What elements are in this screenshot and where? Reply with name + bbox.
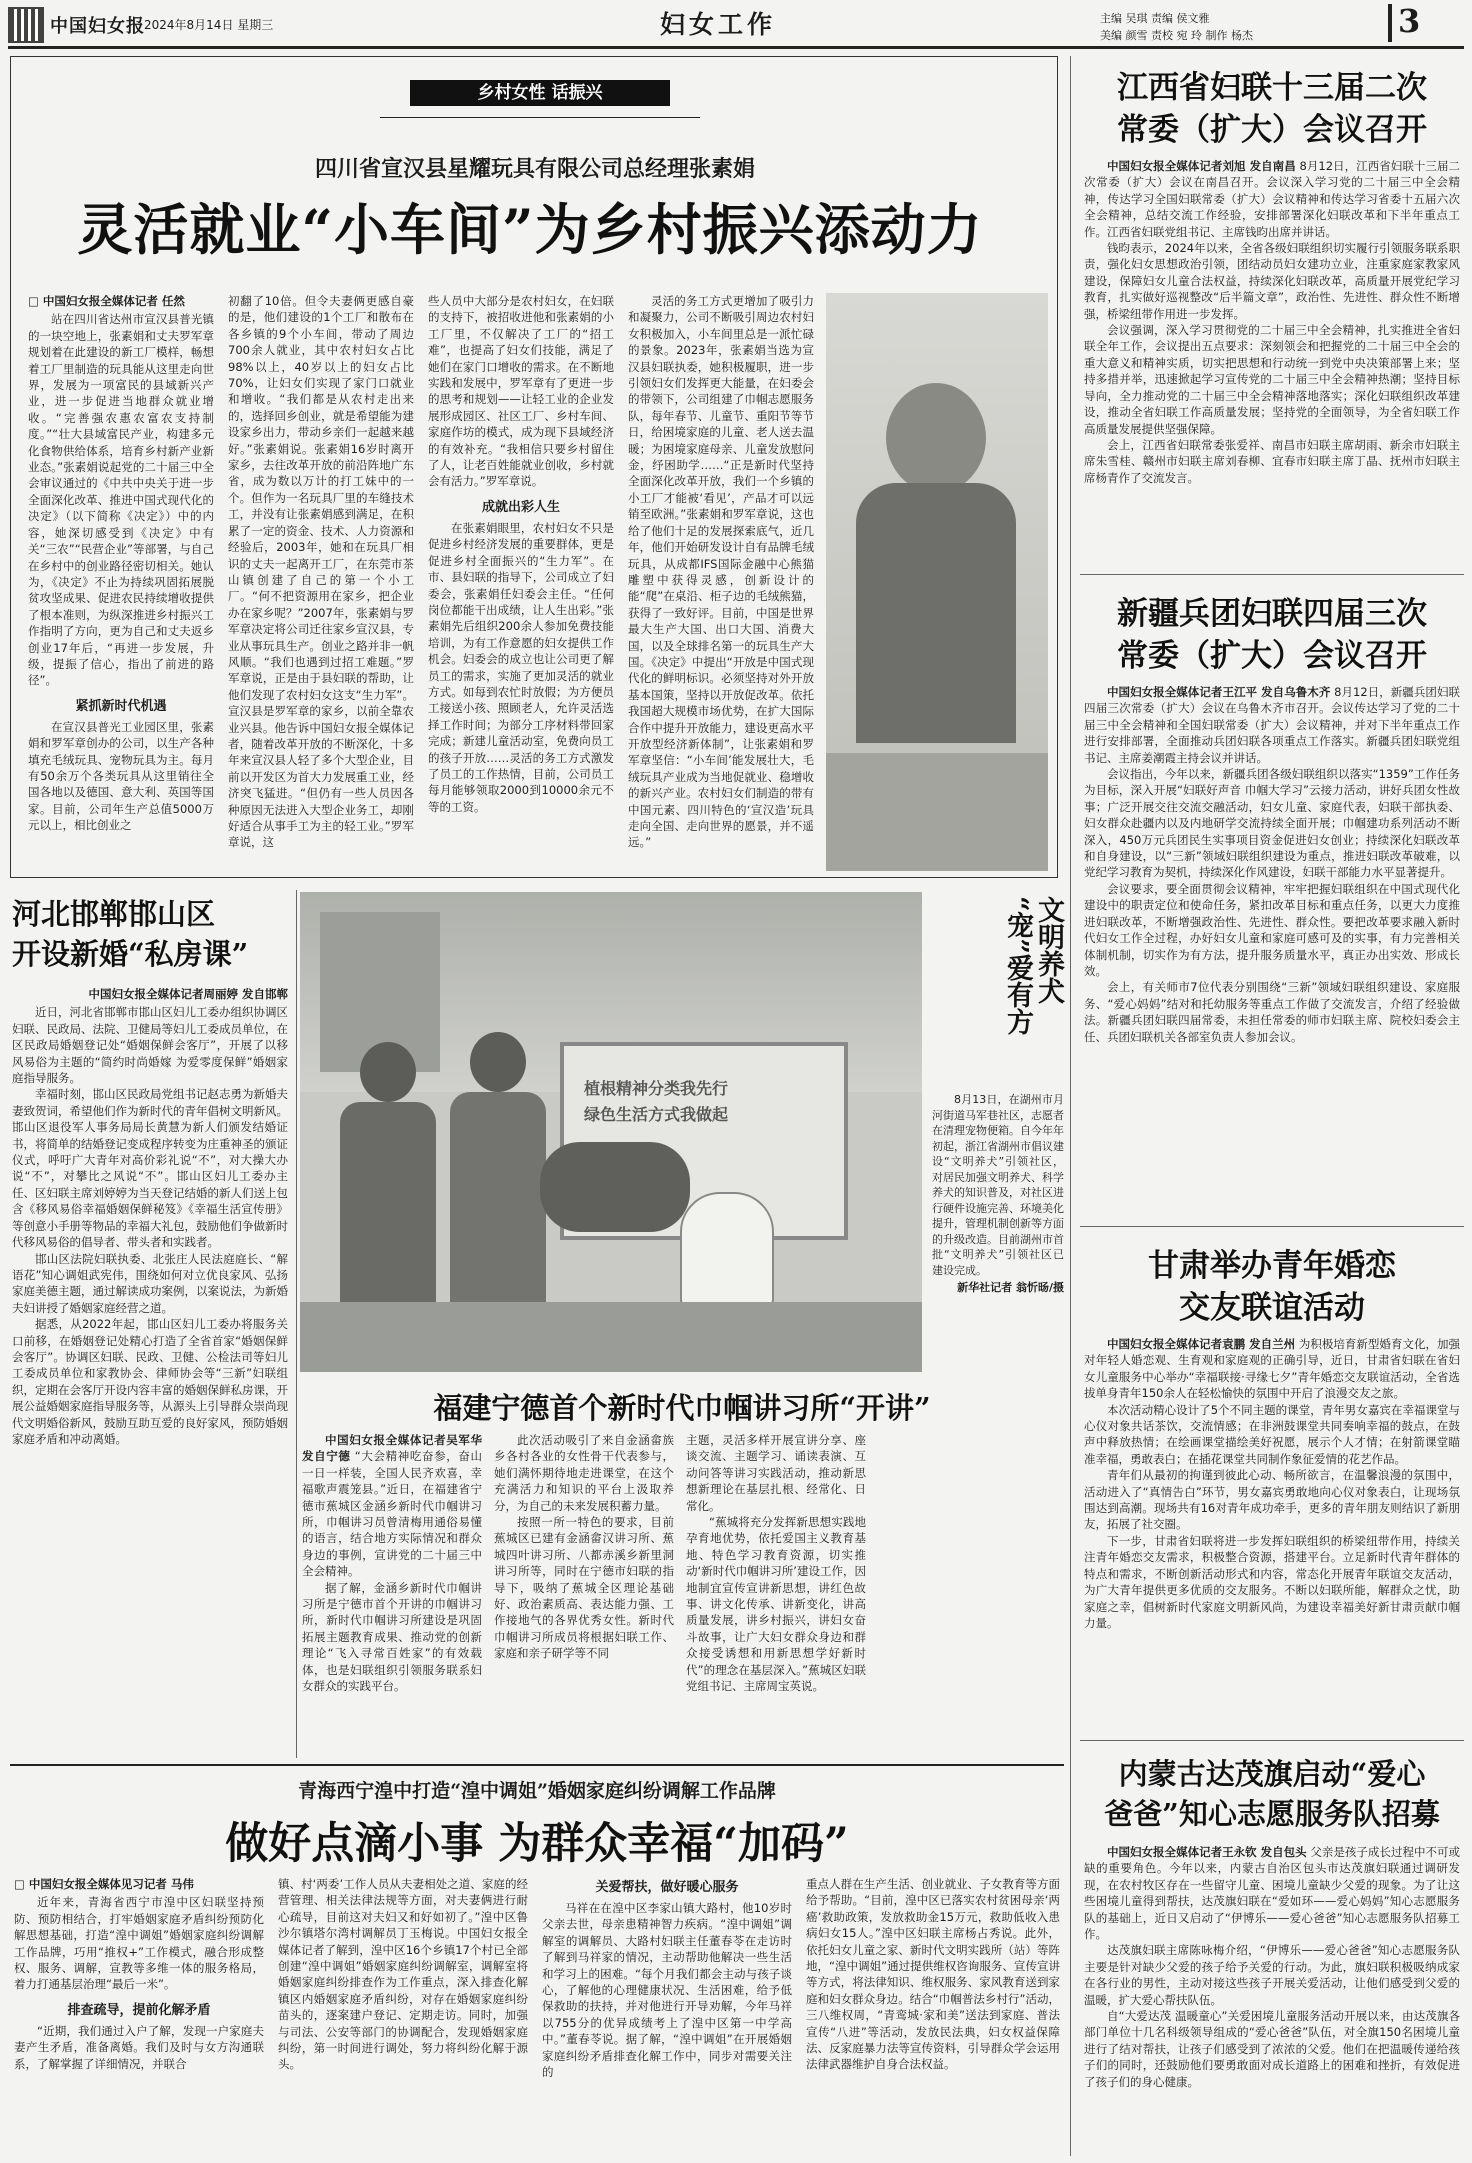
hebei-article bbox=[12, 986, 288, 1756]
neimenggu-p1: 父亲是孩子成长过程中不可或缺的重要角色。今年以来，内蒙古自治区包头市达茂旗妇联通过调研发现，在农村牧区存在一些留守儿童、困境儿童缺少父爱的现象。为了让这些困境儿童得到帮扶，达茂旗妇联在“爱如环——爱心妈妈”知心志愿服务队的基础上，近日又启动了“伊博乐——爱心爸爸”知心志愿服务队招募工作。 bbox=[1084, 1845, 1460, 1942]
jiangxi-headline-2: 常委（扩大）会议召开 bbox=[1117, 112, 1427, 148]
photo-caption-text: 8月13日，在湖州市月河街道马军巷社区，志愿者在清理宠物便箱。自今年年初起，浙江省湖州市倡议建设“文明养犬”引领社区，对居民加强文明养犬、科学养犬的知识普及，对社区进行硬件设施完善、环境美化提升，管理机制创新等方面的升级改造。目前湖州市首批“文明养犬”引领社区已建设完成。 bbox=[932, 1093, 1064, 1277]
xinjiang-article bbox=[1084, 684, 1460, 1172]
fujian-col-2 bbox=[494, 1432, 674, 1758]
jiangxi-article bbox=[1084, 158, 1460, 558]
neimenggu-byline: 中国妇女报全媒体记者王永钦 发自包头 bbox=[1107, 1845, 1307, 1859]
lead-col-2 bbox=[228, 293, 414, 873]
fujian-col-4 bbox=[878, 1432, 1064, 1758]
xinjiang-p1: 8月12日，新疆兵团妇联四届三次常委（扩大）会议在乌鲁木齐市召开。会议传达学习了党的二十届三中全会精神和全国妇联常委（扩大）会议精神，并对下半年重点工作进行安排部署，全面推动兵团妇联各项重点工作落实。新疆兵团妇联党组书记、主席姜潮霞主持会议并讲话。 bbox=[1084, 685, 1460, 765]
page-number-badge bbox=[1388, 4, 1448, 42]
staff-credits-2: 美编 颜雪 责校 宛 玲 制作 杨杰 bbox=[1100, 29, 1253, 42]
lead-headline: 灵活就业“小车间”为乡村振兴添动力 bbox=[77, 197, 983, 262]
neimenggu-p2: 达茂旗妇联主席陈咏梅介绍，“伊博乐——爱心爸爸”知心志愿服务队主要是针对缺少父爱的孩子给予关爱的行动。为此，旗妇联积极吸纳成家在各行业的男性，主动对接这些孩子开展关爱活动，让他们感受到父爱的温暖，扩大爱心帮扶队伍。 bbox=[1084, 1943, 1460, 2007]
gansu-byline: 中国妇女报全媒体记者袁鹏 发自兰州 bbox=[1107, 1337, 1296, 1351]
hebei-p1: 近日，河北省邯郸市邯山区妇儿工委办组织协调区妇联、民政局、法院、卫健局等妇儿工委成员单位，在区民政局婚姻登记处“婚姻保鲜会客厅”，开展了以移风易俗为主题的“简约时尚婚嫁 为爱零度保鲜”婚姻家庭指导服务。 bbox=[12, 1005, 288, 1086]
jiangxi-p4: 会上，江西省妇联常委张爱祥、南昌市妇联主席胡雨、新余市妇联主席朱雪桂、赣州市妇联主席刘春柳、宜春市妇联主席丁晶、抚州市妇联主席杨青作了交流发言。 bbox=[1084, 437, 1460, 485]
lead-col-3 bbox=[428, 293, 614, 873]
issue-date: 2024年8月14日 星期三 bbox=[144, 18, 274, 32]
lead-subtitle: 四川省宣汉县星耀玩具有限公司总经理张素娟 bbox=[314, 156, 755, 182]
paper-name: 中国妇女报 bbox=[50, 16, 145, 37]
gansu-p3: 青年们从最初的拘谨到彼此心动、畅所欲言，在温馨浪漫的氛围中，活动进入了“真情告白”环节，男女嘉宾勇敢地向心仪对象表白，让现场氛围达到高潮。现场共有16对青年成功牵手，更多的青年朋友则结识了新朋友，拓展了社交圈。 bbox=[1084, 1468, 1460, 1532]
gansu-headline-1: 甘肃举办青年婚恋 bbox=[1148, 1248, 1396, 1284]
hebei-headline-2: 开设新婚“私房课” bbox=[12, 937, 249, 971]
fujian-headline: 福建宁德首个新时代巾帼讲习所“开讲” bbox=[433, 1391, 931, 1425]
neimenggu-headline-1: 内蒙古达茂旗启动“爱心 bbox=[1118, 1757, 1426, 1791]
bottom-col4-text: 重点人群在生产生活、创业就业、子女教育等方面给予帮助。“目前，湟中区已落实农村贫困母亲‘两癌’救助政策，发放救助金15万元，救助低收入患病妇女15人。”湟中区妇联主席杨占秀说。此外，依托妇女儿童之家、新时代文明实践所（站）等阵地，“湟中调姐”通过提供维权咨询服务、宣传宣讲等方式，将法律知识、维权服务、家风教育送到家庭和妇女群众身边。结合“巾帼普法乡村行”活动，三八维权周，“青鸾城·家和美”送法到家庭、普法宣传“八进”等活动，发放民法典，妇女权益保障法、反家庭暴力法等宣传资料，引导群众学会运用法律武器维护自身合法权益。 bbox=[806, 1877, 1060, 2072]
fujian-p3: 此次活动吸引了来自金涵畲族乡各村各业的女性骨干代表参与，她们满怀期待地走进课堂，在这个充满活力和知识的平台上汲取养分，为自己的未来发展积蓄力量。 bbox=[494, 1433, 674, 1513]
bottom-subhead-1: 排查疏导，提前化解矛盾 bbox=[67, 2002, 211, 2018]
bottom-headline: 做好点滴小事 为群众幸福“加码” bbox=[225, 1819, 849, 1869]
xinjiang-p3: 会议要求，要全面贯彻会议精神，牢牢把握妇联组织在中国式现代化建设中的职责定位和使命任务，紧扣改革目标和重点任务，以更大力度推进妇联改革，不断增强政治性、先进性、群众性。要把改革要求融入新时代妇女工作全过程，办好妇女儿童和家庭可感可及的实事，有力完善相关体制机制，切实作为有方法，提升服务质量水平，真正办出实效、形成长效。 bbox=[1084, 881, 1460, 978]
fujian-p4: 按照一所一特色的要求，目前蕉城区已建有金涵畲汉讲习所、蕉城四叶讲习所、八都赤溪乡新里洞讲习所等，同时在宁德市妇联的指导下，吸纳了蕉城全区理论基础好、政治素质高、表达能力强、工作接地气的各界优秀女性。新时代巾帼讲习所成员将根据妇联工作、家庭和亲子研学等不同 bbox=[494, 1515, 674, 1661]
bottom-col-4 bbox=[806, 1876, 1060, 2158]
photo-credit: 新华社记者 翁忻旸/摄 bbox=[957, 1281, 1064, 1294]
xinjiang-p2: 会议指出，今年以来，新疆兵团各级妇联组织以落实“1359”工作任务为目标，深入开展“妇联好声音 巾帼大学习”云接力活动，讲好兵团女性故事；广泛开展交往交流交融活动，妇女儿童、家庭代表，妇联干部执委、妇女群众赴疆内以及内地研学交流持续全面开展；巾帼建功系列活动不断深入，450万元兵团民生实事项目资金促进妇女创业；持续深化妇联改革和自身建设，以“三新”领域妇联组织建设为重点，推进妇联改革破难，以党纪学习教育为契机，持续深化作风建设，妇联干部能力水平显著提升。 bbox=[1084, 767, 1460, 880]
fujian-p1: “大会精神吃奋参，奋山一日一样装，全国人民齐欢喜，幸福歌声震笼县。”近日，在福建省宁德市蕉城区金涵乡新时代巾帼讲习所，巾帼讲习员曾清梅用通俗易懂的语言，结合地方实际情况和群众身边的事例，宣讲党的二十届三中全会精神。 bbox=[302, 1449, 482, 1579]
lead-col3-text: 些人员中大部分是农村妇女，在妇联的支持下，被招收进他和张素娟的小工厂里，不仅解决了工厂的“招工难”，也提高了妇女们技能，满足了她们在家门口增收的需求。在不断地实践和发展中，罗军章有了更进一步的思考和规划——让轻工业的企业发展形成园区、社区工厂、乡村车间、家庭作坊的模式，成为现下县域经济的有效补充。“我相信只要乡村留住了人，让老百姓能就业创收，乡村就会有活力。”罗军章说。 bbox=[428, 294, 614, 489]
fujian-p5: 主题，灵活多样开展宣讲分享、座谈交流、主题学习、诵读表演、互动问答等讲习实践活动，推动新思想新理论在基层扎根、经常化、日常化。 bbox=[686, 1433, 866, 1513]
page-number: 3 bbox=[1398, 2, 1421, 40]
photo-caption bbox=[932, 1092, 1064, 1372]
gansu-p4: 下一步，甘肃省妇联将进一步发挥妇联组织的桥梁纽带作用，持续关注青年婚恋交友需求，积极整合资源，搭建平台。立足新时代青年群体的特点和需求，不断创新活动形式和内容，常态化开展青年联谊交友活动，为广大青年提供更多优质的交友服务。不断以妇联所能，解群众之忧，助家庭之幸，倡树新时代家庭文明新风尚，为建设幸福美好新甘肃贡献巾帼力量。 bbox=[1084, 1533, 1460, 1630]
fujian-p2: 据了解，金涵乡新时代巾帼讲习所是宁德市首个开讲的巾帼讲习所，新时代巾帼讲习所建设是巩固拓展主题教育成果、推动党的创新理论“飞入寻常百姓家”的有效载体，也是妇联组织引领服务联系妇女群众的实践平台。 bbox=[302, 1580, 482, 1694]
lead-col-4 bbox=[628, 293, 814, 873]
fujian-byline: 中国妇女报全媒体记者吴军华 发自宁德 bbox=[302, 1433, 482, 1464]
jiangxi-p2: 钱昀表示，2024年以来，全省各级妇联组织切实履行引领服务联系职责，强化妇女思想政治引领，团结动员妇女建功立业，注重家庭家教家风建设，保障妇女儿童合法权益，持续深化妇联改革，高质量开展党纪学习教育，扎实做好巡视整改“后半篇文章”，政治性、先进性、群众性不断增强，桥梁纽带作用进一步发挥。 bbox=[1084, 241, 1460, 321]
xinjiang-headline-1: 新疆兵团妇联四届三次 bbox=[1117, 596, 1427, 632]
section-title: 妇女工作 bbox=[660, 10, 777, 39]
lead-subhead-2: 成就出彩人生 bbox=[481, 499, 560, 515]
bottom-col2-text: 镇、村‘两委’工作人员从夫妻相处之道、家庭的经营管理、相关法律法规等方面，对夫妻俩进行耐心疏导，目前这对夫妇又和好如初了。”湟中区鲁沙尔镇塔尔湾村调解员丁玉梅说。中国妇女报全媒体记者了解到，湟中区16个乡镇17个村已全部创建“湟中调姐”婚姻家庭纠纷调解室，调解室将婚姻家庭纠纷排查作为工作重点，深入排查化解镇区内婚姻家庭矛盾纠纷，对存在婚姻家庭纠纷苗头的，逐案建户登记、定期走访。同时，加强与司法、公安等部门的协调配合，发现婚姻家庭纠纷，第一时间进行调处，努力将纠纷化解于源头。 bbox=[278, 1877, 528, 2072]
lead-byline: □ 中国妇女报全媒体记者 任然 bbox=[28, 294, 185, 308]
gansu-p2: 本次活动精心设计了5个不同主题的课堂，青年男女嘉宾在幸福课堂与心仪对象共话茶饮，交流情感；在非洲鼓课堂共同奏响幸福的鼓点，在鼓声中释放热情；在绘画课堂描绘美好祝愿，展示个人才情；在射箭课堂瞄准幸福，勇敢表白；在插花课堂共同制作象征爱情的花艺作品。 bbox=[1084, 1402, 1460, 1466]
lead-col1-text: 站在四川省达州市宣汉县普光镇的一块空地上，张素娟和丈夫罗军章规划着在此建设的新工厂模样，畅想着工厂里制造的玩具能从这里走向世界，发展为一项富民的县域新兴产业，进一步促进当地群众就业增收。“完善强农惠农富农支持制度。”“壮大县域富民产业，构建多元化食物供给体系，培育乡村新产业新业态。”张素娟说起党的二十届三中全会审议通过的《中共中央关于进一步全面深化改革、推进中国式现代化的决定》（以下简称《决定》）中的内容，她深切感受到《决定》中有关“三农”“民营企业”等部署，与自己在乡村中的创业路径密切相关。她认为，《决定》不止为持续巩固拓展脱贫攻坚成果、促进农民持续增收提供了根本准则，为纵深推进乡村振兴工作指明了方向，更为自己和丈夫返乡创业17年后，“再进一步发展，升级，提振了信心，指出了前进的路径”。 bbox=[28, 312, 214, 688]
lead-story-photo bbox=[826, 293, 1048, 871]
xinjiang-byline: 中国妇女报全媒体记者王江平 发自乌鲁木齐 bbox=[1107, 685, 1331, 699]
jiangxi-p3: 会议强调，深入学习贯彻党的二十届三中全会精神，扎实推进全省妇联全年工作，会议提出五点要求：深刻领会和把握党的二十届三中全会的重大意义和精神实质，切实把思想和行动统一到党中央决策部署上来；坚持多措并举，迅速掀起学习宣传党的二十届三中全会精神热潮；坚持目标导向，全力推动党的二十届三中全会精神落地落实；深化妇联组织改革建设，推动全省妇联工作高质量发展；坚持党的全面领导，为全省妇联工作高质量发展提供坚强保障。 bbox=[1084, 323, 1460, 436]
lead-col3b-text: 在张素娟眼里，农村妇女不只是促进乡村经济发展的重要群体，更是促进乡村全面振兴的“生力军”。在市、县妇联的指导下，公司成立了妇委会，张素娟任妇委会主任。“任何岗位都能干出成绩，让人生出彩。”张素娟先后组织200余人参加免费技能培训，为有工作意愿的妇女提供工作机会。妇委会的成立也让公司更了解员工的需求，实施了更加灵活的就业方式。如每到农忙时放假；为方便员工接送小孩、照顾老人，允许灵活选择工作时间；为部分工序材料带回家完成；新建儿童活动室，免费向员工的孩子开放……灵活的务工方式激发了员工的工作热情，目前，公司员工每月能够领取2000到10000余元不等的工资。 bbox=[428, 520, 614, 814]
pet-waste-box bbox=[680, 1192, 774, 1306]
hebei-p2: 幸福时刻，邯山区民政局党组书记赵志勇为新婚夫妻致贺词，希望他们作为新时代的青年倡树文明新风。邯山区退役军人事务局局长黄慧为新人们颁发结婚证书，将简单的结婚登记变成程序转变为庄重神圣的颁证仪式，呼吁广大青年对高价彩礼说“不”，对大操大办说“不”，对攀比之风说“不”。邯山区妇儿工委办主任、区妇联主席刘婷婷为当天登记结婚的新人们送上包含《移风易俗幸福婚姻保鲜秘笈》《幸福生活宣传册》等创意小手册等物品的幸福大礼包，鼓励他们争做新时代移风易俗的倡导者、带头者和实践者。 bbox=[12, 1087, 288, 1250]
jiangxi-headline-1: 江西省妇联十三届二次 bbox=[1117, 70, 1427, 106]
lead-col2-text: 初翻了10倍。但令夫妻俩更感自豪的是，他们建设的1个工厂和散布在各乡镇的9个小车间，带动了周边700余人就业，其中农村妇女占比98%以上，40岁以上的妇女占比70%，让妇女们实现了家门口就业和增收。“我们都是从农村走出来的，选择回乡创业，就是希望能为建设家乡出力，带动乡亲们一起越来越好。”张素娟说。张素娟16岁时离开家乡，去往改革开放的前沿阵地广东省，成为数以万计的打工妹中的一个。但作为一名玩具厂里的车缝技术工，并没有让张素娟感到满足，在积累了一定的资金、技术、人力资源和经验后，2003年，她和在玩具厂相识的丈夫一起离开工厂，在东莞市茶山镇创建了自己的第一个小工厂。“何不把资源用在家乡，把企业办在家乡呢？”2007年，张素娟与罗军章决定将公司迁往家乡宣汉县，专业从事玩具生产。创业之路并非一帆风顺。“我们也遇到过招工难题。”罗军章说，正是由于县妇联的帮助，让他们发现了农村妇女这支“生力军”。宣汉县是罗军章的家乡，以前全靠农业兴县。他告诉中国妇女报全媒体记者，随着改革开放的不断深化，十多年来宣汉县人轻了多个大型企业，目前以开发区为首大力发展重工业，经济突飞猛进。“但仍有一些人员因各种原因无法进入大型企业务工，却刚好适合从事手工为主的轻工业。”罗军章说，这 bbox=[228, 294, 414, 850]
kicker-banner bbox=[410, 80, 670, 106]
neimenggu-headline-2: 爸爸”知心志愿服务队招募 bbox=[1104, 1797, 1440, 1831]
staff-credits-1: 主编 吴琪 责编 侯文雅 bbox=[1100, 12, 1210, 25]
fujian-p6: “蕉城将充分发挥新思想实践地孕育地优势，依托爱国主义教育基地、特色学习教育资源，切实推动‘新时代巾帼讲习所’建设工作，因地制宜宣传宣讲新思想，讲红色故事、讲文化传承、讲新变化，讲高质量发展，讲乡村振兴，讲妇女奋斗故事，让广大妇女群众身边和群众接受诱想和用新思想学好新时代”的理念在基层深入。”蕉城区妇联党组书记、主席周宝英说。 bbox=[686, 1515, 866, 1694]
photo-headline: 文明养犬 “宠”爱有方 bbox=[1002, 896, 1064, 1036]
qr-code-icon bbox=[10, 9, 42, 41]
bottom-col3-text: 马祥在在湟中区李家山镇大路村，他10岁时父亲去世，母亲患精神智力疾病。“湟中调姐”调解室的调解员、大路村妇联主任董春苓在走访时了解到马祥家的情况，主动帮助他解决一些生活和学习上的困难。“每个月我们都会主动与孩子谈心，了解他的心理健康状况、生活困难，给予低保救助的扶持，并对他进行开导劝解，今年马祥以755分的优异成绩考上了湟中区第一中学高中。”董春苓说。据了解，“湟中调姐”在开展婚姻家庭纠纷矛盾排查化解工作中，同步对需要关注的 bbox=[542, 1901, 792, 2080]
hebei-headline-1: 河北邯郸邯山区 bbox=[12, 897, 216, 931]
lead-col4-text: 灵活的务工方式更增加了吸引力和凝聚力，公司不断吸引周边农村妇女积极加入，小车间里总是一派忙碌的景象。2023年，张素娟当选为宣汉县妇联执委，她积极履职，进一步引领妇女们发挥更大能量，在妇委会的带领下，公司组建了巾帼志愿服务队，每年春节、儿童节、重阳节等节日，给困境家庭的儿童、老人送去温暖；为困境家庭母亲、儿童发放慰问金，纾困助学……“正是新时代坚持全面深化改革开放，我们一个乡镇的小工厂才能被‘看见’，产品才可以远销至欧洲。”张素娟和罗军章说，这也给了他们十足的发展探索底气，近几年，他们开始研发设计自有品牌毛绒玩具，从成都IFS国际金融中心熊猫雕塑中获得灵感，创新设计的能“爬”在桌沿、柜子边的毛绒熊猫，获得了一致好评。目前，中国是世界最大生产大国、出口大国、消费大国，以及全球排名第一的玩具生产大国。《决定》中提出“开放是中国式现代化的鲜明标识。必须坚持对外开放基本国策，坚持以开放促改革。依托我国超大规模市场优势，在扩大国际合作中提升开放能力，建设更高水平开放型经济新体制”，让张素娟和罗军章坚信：“小车间’能发展壮大，毛绒玩具产业成为当地促就业、稳增收的新兴产业。农村妇女们制造的带有中国元素、四川特色的‘宣汉造’玩具走向全国、走向世界的愿景，并不遥远。” bbox=[628, 294, 814, 850]
lead-col-1 bbox=[28, 293, 214, 873]
xinjiang-p4: 会上，有关师市7位代表分别围绕“三新”领域妇联组织建设、家庭服务、“爱心妈妈”结对和托幼服务等重点工作做了交流发言，介绍了经验做法。新疆兵团妇联四届常委，未担任常委的师市妇联主席、院校妇委会主任、兵团妇联机关各部室负责人参加会议。 bbox=[1084, 980, 1460, 1044]
gansu-headline-2: 交友联谊活动 bbox=[1179, 1290, 1365, 1326]
bottom-subhead-2: 关爱帮扶，做好暖心服务 bbox=[595, 1880, 739, 1895]
jiangxi-p1: 8月12日，江西省妇联十三届二次常委（扩大）会议在南昌召开。会议深入学习党的二十届三中全会精神，传达学习全国妇联常委（扩大）会议精神和传达学习省委十五届六次全会精神，总结交流工作经验，安排部署深化妇联改革和下半年重点工作。江西省妇联党组书记、主席钱昀出席并讲话。 bbox=[1084, 159, 1460, 239]
lead-subhead-1: 紧抓新时代机遇 bbox=[75, 698, 167, 714]
bottom-col-3 bbox=[542, 1876, 792, 2158]
gansu-article bbox=[1084, 1336, 1460, 1694]
bottom-byline: □ 中国妇女报全媒体见习记者 马伟 bbox=[14, 1877, 194, 1891]
hebei-p4: 据悉，从2022年起，邯山区妇儿工委办将服务关口前移，在婚姻登记处精心打造了全省首家“婚姻保鲜会客厅”。协调区妇联、民政、卫健、公检法司等妇儿工委成员单位和家教协会、律师协会等“三新”妇联组织，定期在会客厅开设内容丰富的婚姻保鲜私房课，开展公益婚姻家庭指导服务等，从源头上引导群众崇尚现代文明婚俗新风，鼓励互助互爱的良好家风，预防婚姻家庭矛盾和冲动离婚。 bbox=[12, 1317, 288, 1446]
lead-col1b-text: 在宣汉县普光工业园区里，张素娟和罗军章创办的公司，以生产各种填充毛绒玩具、宠物玩具为主。每月有50余万个各类玩具从这里销往全国各地以及德国、意大利、英国等国家。目前，公司年生产总值5000万元以上，相比创业之 bbox=[28, 719, 214, 833]
jiangxi-byline: 中国妇女报全媒体记者刘旭 发自南昌 bbox=[1107, 159, 1296, 173]
bottom-subtitle: 青海西宁湟中打造“湟中调姐”婚姻家庭纠纷调解工作品牌 bbox=[298, 1780, 776, 1802]
gansu-p1: 为积极培育新型婚育文化，加强对年轻人婚恋观、生育观和家庭观的正确引导，近日，甘肃省妇联在省妇女儿童服务中心举办“幸福联接·寻缘七夕”青年婚恋交友联谊活动，全省选拔单身青年150余人在轻松愉快的氛围中开启了浪漫交友之旅。 bbox=[1084, 1337, 1460, 1401]
neimenggu-p3: 自“大爱达茂 温暖童心”关爱困境儿童服务活动开展以来，由达茂旗各部门单位十几名科级领导组成的“爱心爸爸”队伍，对全旗150名困境儿童进行了结对帮扶，让孩子们感受到了浓浓的父爱。他们在把温暖传递给孩子们的同时，还鼓励他们要勇敢面对成长道路上的困难和挫折，有效促进了孩子们的身心健康。 bbox=[1084, 2009, 1460, 2089]
xinjiang-headline-2: 常委（扩大）会议召开 bbox=[1117, 638, 1427, 674]
fujian-col-3 bbox=[686, 1432, 866, 1758]
bottom-col1b-text: “近期，我们通过入户了解，发现一户家庭夫妻产生矛盾，准备离婚。我们及时与女方沟通联系，了解掌握了详细情况，并联合 bbox=[14, 2023, 264, 2071]
hebei-p3: 邯山区法院妇联执委、北张庄人民法庭庭长、“解语花”知心调姐武宪伟，围绕如何对立优良家风、弘扬家庭美德主题，通过解读成功案例，以案说法，为新婚夫妇讲授了婚姻家庭经营之道。 bbox=[12, 1251, 288, 1315]
sign-text-2: 绿色生活方式我做起 bbox=[584, 1105, 729, 1124]
kicker-text: 乡村女性 话振兴 bbox=[477, 83, 603, 103]
neimenggu-article bbox=[1084, 1844, 1460, 2158]
bottom-col1-text: 近年来，青海省西宁市湟中区妇联坚持预防、预防相结合，打牢婚姻家庭矛盾纠纷预防化解思想基础，打造“湟中调姐”婚姻家庭纠纷调解工作品牌，巧用“推权+”工作模式，融合形成整权、服务、调解，宣教等多维一体的服务格局，着力打通基层治理“最后一米”。 bbox=[14, 1895, 264, 1992]
bottom-col-1 bbox=[14, 1876, 264, 2158]
hebei-byline: 中国妇女报全媒体记者周丽婷 发自邯郸 bbox=[88, 987, 288, 1001]
news-photo bbox=[300, 892, 922, 1372]
sign-text-1: 植根精神分类我先行 bbox=[584, 1079, 729, 1098]
fujian-col-1 bbox=[302, 1432, 482, 1758]
bottom-col-2 bbox=[278, 1876, 528, 2158]
